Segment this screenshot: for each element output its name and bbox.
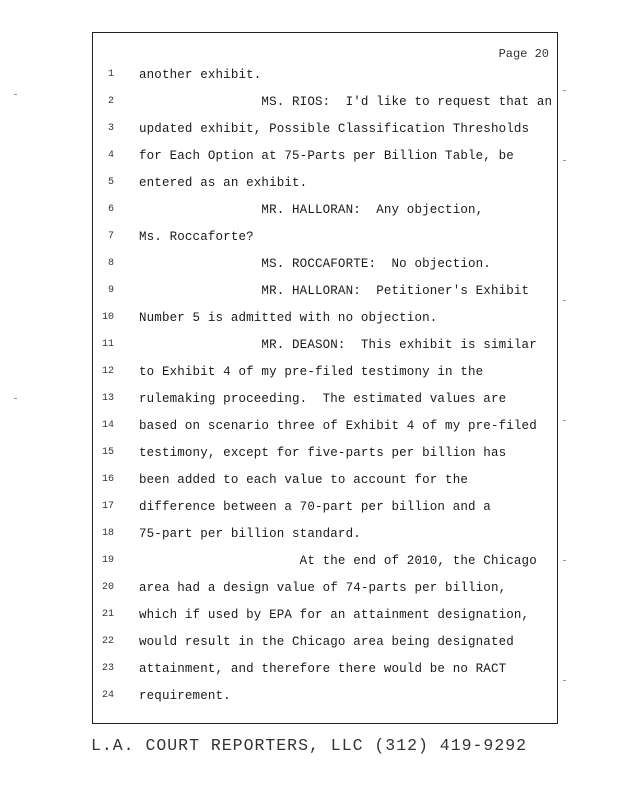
transcript-line — [93, 362, 557, 382]
line-number: 9 — [107, 285, 114, 296]
line-number: 3 — [107, 123, 114, 134]
transcript-line — [93, 659, 557, 679]
transcript-line — [93, 200, 557, 220]
line-text: 75-part per billion standard. — [139, 527, 361, 541]
transcript-line — [93, 92, 557, 112]
line-text: MR. HALLORAN: Petitioner's Exhibit — [139, 284, 530, 298]
line-text: to Exhibit 4 of my pre-filed testimony in the — [139, 365, 484, 379]
line-number: 16 — [101, 474, 114, 485]
transcript-line — [93, 146, 557, 166]
line-text: which if used by EPA for an attainment designation, — [139, 608, 530, 622]
line-text: MR. DEASON: This exhibit is similar — [139, 338, 537, 352]
scan-artifact — [563, 90, 566, 91]
line-number: 15 — [101, 447, 114, 458]
transcript-line — [93, 578, 557, 598]
line-text: MS. ROCCAFORTE: No objection. — [139, 257, 491, 271]
line-text: MS. RIOS: I'd like to request that an — [139, 95, 553, 109]
transcript-line — [93, 416, 557, 436]
line-text: testimony, except for five-parts per billion has — [139, 446, 507, 460]
transcript-line — [93, 605, 557, 625]
line-number: 2 — [107, 96, 114, 107]
line-number: 22 — [101, 636, 114, 647]
line-number: 14 — [101, 420, 114, 431]
transcript-line — [93, 686, 557, 706]
line-text: entered as an exhibit. — [139, 176, 308, 190]
line-text: been added to each value to account for the — [139, 473, 469, 487]
line-number: 23 — [101, 663, 114, 674]
line-number: 10 — [101, 312, 114, 323]
transcript-line — [93, 119, 557, 139]
line-text: another exhibit. — [139, 68, 262, 82]
line-text: attainment, and therefore there would be no RACT — [139, 662, 507, 676]
line-text: difference between a 70-part per billion and a — [139, 500, 491, 514]
scan-artifact — [14, 398, 17, 399]
transcript-line — [93, 335, 557, 355]
line-text: At the end of 2010, the Chicago — [139, 554, 537, 568]
scan-artifact — [563, 160, 566, 161]
line-number: 7 — [107, 231, 114, 242]
court-reporter-footer: L.A. COURT REPORTERS, LLC (312) 419-9292 — [90, 736, 528, 755]
line-number: 18 — [101, 528, 114, 539]
transcript-line — [93, 173, 557, 193]
page-number: Page 20 — [498, 47, 549, 61]
line-text: Ms. Roccaforte? — [139, 230, 254, 244]
scan-artifact — [563, 680, 566, 681]
transcript-line — [93, 281, 557, 301]
line-text: Number 5 is admitted with no objection. — [139, 311, 438, 325]
scan-artifact — [563, 420, 566, 421]
line-text: would result in the Chicago area being designated — [139, 635, 514, 649]
line-number: 11 — [101, 339, 114, 350]
line-text: based on scenario three of Exhibit 4 of my pre-filed — [139, 419, 537, 433]
transcript-line — [93, 227, 557, 247]
transcript-line — [93, 65, 557, 85]
line-number: 20 — [101, 582, 114, 593]
line-number: 6 — [107, 204, 114, 215]
transcript-line — [93, 443, 557, 463]
line-number: 19 — [101, 555, 114, 566]
line-text: for Each Option at 75-Parts per Billion Table, be — [139, 149, 514, 163]
line-text: MR. HALLORAN: Any objection, — [139, 203, 484, 217]
transcript-line — [93, 254, 557, 274]
transcript-line — [93, 470, 557, 490]
line-text: rulemaking proceeding. The estimated values are — [139, 392, 507, 406]
transcript-line — [93, 551, 557, 571]
line-number: 21 — [101, 609, 114, 620]
line-number: 5 — [107, 177, 114, 188]
scan-artifact — [563, 560, 566, 561]
line-number: 8 — [107, 258, 114, 269]
line-text: requirement. — [139, 689, 231, 703]
transcript-line — [93, 632, 557, 652]
line-number: 13 — [101, 393, 114, 404]
scan-artifact — [563, 300, 566, 301]
line-text: updated exhibit, Possible Classification Thresholds — [139, 122, 530, 136]
line-number: 4 — [107, 150, 114, 161]
transcript-line — [93, 524, 557, 544]
line-number: 1 — [107, 69, 114, 80]
line-number: 12 — [101, 366, 114, 377]
scan-artifact — [14, 94, 17, 95]
transcript-line — [93, 308, 557, 328]
line-number: 24 — [101, 690, 114, 701]
line-text: area had a design value of 74-parts per billion, — [139, 581, 507, 595]
transcript-line — [93, 497, 557, 517]
line-number: 17 — [101, 501, 114, 512]
transcript-line — [93, 389, 557, 409]
transcript-page — [92, 32, 558, 724]
